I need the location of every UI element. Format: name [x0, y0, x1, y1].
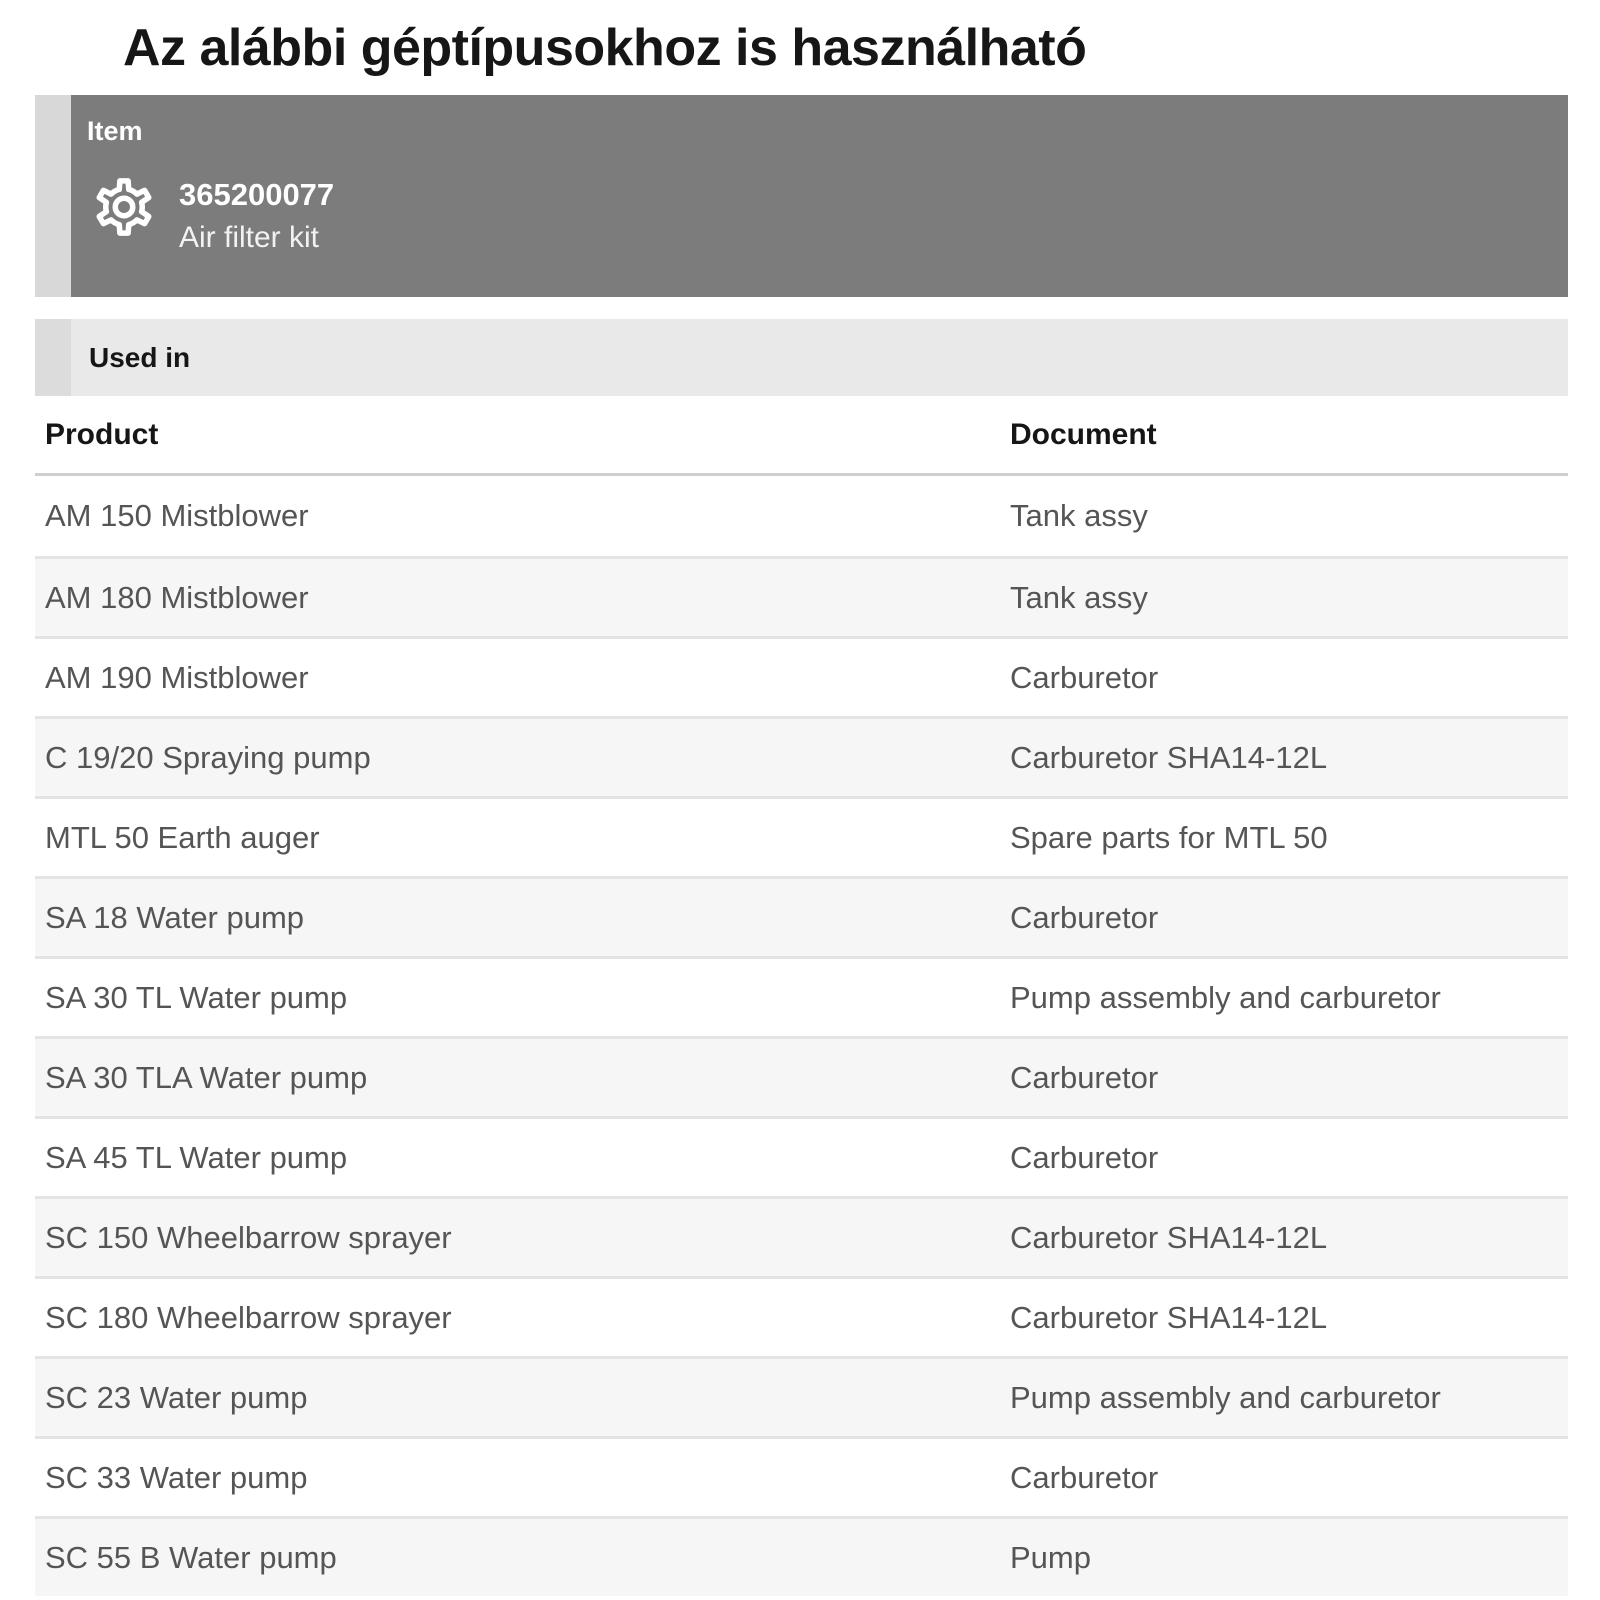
document-cell: Pump assembly and carburetor — [1010, 979, 1441, 1015]
item-panel-strip — [35, 95, 71, 297]
document-cell: Carburetor SHA14-12L — [1010, 1219, 1328, 1255]
document-cell: Carburetor — [1010, 1459, 1159, 1495]
document-cell: Spare parts for MTL 50 — [1010, 819, 1328, 855]
product-cell: SA 30 TLA Water pump — [45, 1059, 368, 1095]
used-in-panel-strip — [35, 319, 71, 396]
document-cell: Pump — [1010, 1539, 1091, 1575]
document-cell: Tank assy — [1010, 498, 1148, 533]
table-header-row — [35, 396, 1568, 476]
product-cell: C 19/20 Spraying pump — [45, 739, 371, 775]
item-panel-body — [71, 95, 1568, 297]
table-row[interactable] — [35, 1276, 1568, 1356]
document-cell: Pump assembly and carburetor — [1010, 1379, 1441, 1415]
product-cell: AM 150 Mistblower — [45, 498, 309, 533]
column-header-document: Document — [1010, 417, 1157, 451]
product-cell: AM 180 Mistblower — [45, 579, 309, 615]
product-cell: SC 150 Wheelbarrow sprayer — [45, 1219, 452, 1255]
item-panel — [35, 95, 1568, 297]
product-cell: SC 55 B Water pump — [45, 1539, 337, 1575]
table-row[interactable] — [35, 1516, 1568, 1596]
item-panel-label: Item — [87, 116, 143, 146]
document-cell: Carburetor SHA14-12L — [1010, 739, 1328, 775]
product-cell: SC 23 Water pump — [45, 1379, 308, 1415]
document-cell: Carburetor SHA14-12L — [1010, 1299, 1328, 1335]
table-row[interactable] — [35, 796, 1568, 876]
table-row[interactable] — [35, 476, 1568, 556]
item-code: 365200077 — [179, 176, 335, 212]
gear-icon — [94, 177, 154, 237]
table-row[interactable] — [35, 1196, 1568, 1276]
table-row[interactable] — [35, 556, 1568, 636]
column-header-product: Product — [45, 417, 159, 451]
table-row[interactable] — [35, 1436, 1568, 1516]
used-in-table — [35, 396, 1568, 1596]
used-in-panel — [35, 319, 1568, 396]
item-name: Air filter kit — [179, 220, 320, 254]
product-cell: MTL 50 Earth auger — [45, 819, 320, 855]
product-cell: SA 45 TL Water pump — [45, 1139, 348, 1175]
table-row[interactable] — [35, 636, 1568, 716]
catalog-page — [35, 0, 1568, 1596]
table-row[interactable] — [35, 876, 1568, 956]
document-cell: Carburetor — [1010, 1139, 1159, 1175]
product-cell: SA 18 Water pump — [45, 899, 305, 935]
document-cell: Carburetor — [1010, 899, 1159, 935]
product-cell: SC 33 Water pump — [45, 1459, 308, 1495]
table-row[interactable] — [35, 1356, 1568, 1436]
table-body — [35, 476, 1568, 1596]
table-row[interactable] — [35, 956, 1568, 1036]
product-cell: SC 180 Wheelbarrow sprayer — [45, 1299, 452, 1335]
page-title: Az alábbi géptípusokhoz is használható — [123, 18, 1087, 77]
document-cell: Carburetor — [1010, 1059, 1159, 1095]
product-cell: SA 30 TL Water pump — [45, 979, 348, 1015]
product-cell: AM 190 Mistblower — [45, 659, 309, 695]
used-in-label: Used in — [89, 341, 191, 373]
table-row[interactable] — [35, 716, 1568, 796]
document-cell: Carburetor — [1010, 659, 1159, 695]
table-row[interactable] — [35, 1036, 1568, 1116]
document-cell: Tank assy — [1010, 579, 1148, 615]
table-row[interactable] — [35, 1116, 1568, 1196]
